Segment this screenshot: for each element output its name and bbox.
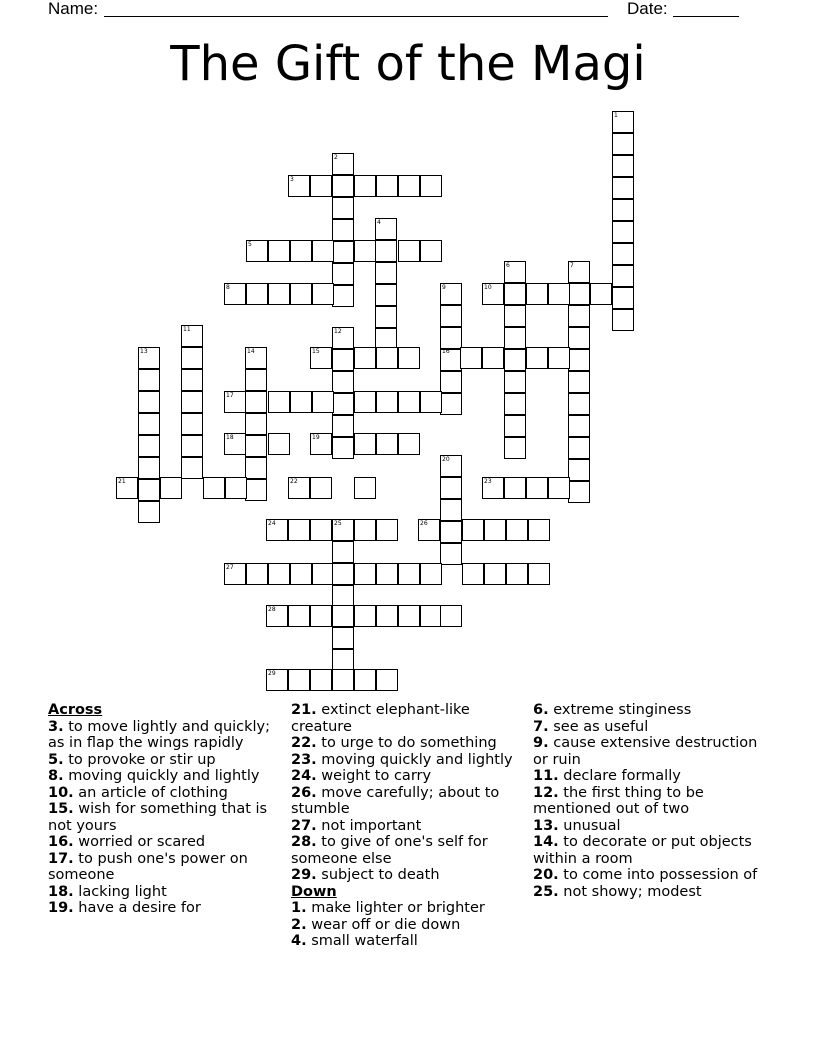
clue-number-label: 20. bbox=[533, 867, 559, 883]
crossword-cell[interactable] bbox=[332, 393, 354, 415]
clue bbox=[48, 768, 288, 785]
crossword-cell[interactable] bbox=[310, 669, 332, 691]
crossword-cell[interactable] bbox=[462, 563, 484, 585]
crossword-cell[interactable] bbox=[548, 283, 570, 305]
crossword-cell[interactable] bbox=[420, 240, 442, 262]
clue bbox=[291, 752, 531, 769]
crossword-cell[interactable] bbox=[375, 306, 397, 328]
crossword-cell[interactable] bbox=[181, 435, 203, 457]
clue-text: not showy; modest bbox=[558, 883, 702, 900]
crossword-cell[interactable] bbox=[612, 243, 634, 265]
crossword-cell[interactable] bbox=[288, 605, 310, 627]
clue-number-label: 16. bbox=[48, 834, 74, 850]
crossword-cell[interactable] bbox=[398, 391, 420, 413]
crossword-cell[interactable] bbox=[332, 627, 354, 649]
clue-number: 23 bbox=[484, 478, 492, 485]
crossword-cell[interactable] bbox=[181, 391, 203, 413]
clue-number-label: 29. bbox=[291, 867, 317, 883]
clue-number-label: 28. bbox=[291, 834, 317, 850]
crossword-cell[interactable] bbox=[290, 283, 312, 305]
crossword-cell[interactable] bbox=[354, 605, 376, 627]
clue bbox=[533, 719, 773, 736]
crossword-cell[interactable] bbox=[332, 415, 354, 437]
crossword-cell[interactable] bbox=[612, 199, 634, 221]
crossword-cell[interactable] bbox=[504, 305, 526, 327]
clue bbox=[48, 801, 288, 834]
clue-number-label: 4. bbox=[291, 933, 307, 949]
crossword-cell[interactable] bbox=[375, 284, 397, 306]
clue-number: 10 bbox=[484, 284, 492, 291]
crossword-cell[interactable] bbox=[310, 175, 332, 197]
crossword-cell[interactable] bbox=[376, 391, 398, 413]
crossword-cell[interactable] bbox=[440, 393, 462, 415]
crossword-cell[interactable] bbox=[246, 283, 268, 305]
clue-column-2 bbox=[291, 702, 531, 950]
crossword-cell[interactable] bbox=[246, 563, 268, 585]
clue-text: moving quickly and lightly bbox=[316, 751, 513, 768]
crossword-cell[interactable] bbox=[440, 543, 462, 565]
crossword-cell[interactable] bbox=[376, 563, 398, 585]
clue bbox=[291, 867, 531, 884]
clue bbox=[291, 768, 531, 785]
crossword-cell[interactable] bbox=[376, 605, 398, 627]
clue bbox=[48, 834, 288, 851]
clue-number: 8 bbox=[226, 284, 230, 291]
crossword-cell[interactable] bbox=[225, 477, 247, 499]
crossword-cell[interactable] bbox=[288, 669, 310, 691]
crossword-cell[interactable] bbox=[568, 415, 590, 437]
clue-number: 11 bbox=[183, 326, 191, 333]
across-heading: Across bbox=[48, 702, 103, 718]
clue bbox=[291, 900, 531, 917]
clue-text: unusual bbox=[558, 817, 621, 834]
crossword-cell[interactable] bbox=[398, 347, 420, 369]
crossword-cell[interactable] bbox=[312, 283, 334, 305]
clue-number: 21 bbox=[118, 478, 126, 485]
clue-number: 24 bbox=[268, 520, 276, 527]
clue-text: to urge to do something bbox=[316, 735, 497, 751]
crossword-cell[interactable] bbox=[312, 563, 334, 585]
clue-text: the first thing to be mentioned out of two bbox=[533, 784, 704, 817]
crossword-cell[interactable] bbox=[398, 240, 420, 262]
crossword-cell[interactable] bbox=[420, 563, 442, 585]
date-label: Date: bbox=[627, 0, 668, 18]
clue-number-label: 19. bbox=[48, 900, 74, 916]
crossword-cell[interactable] bbox=[332, 219, 354, 241]
crossword-cell[interactable] bbox=[460, 347, 482, 369]
clue bbox=[291, 933, 531, 950]
clue-number-label: 6. bbox=[533, 702, 549, 718]
crossword-cell[interactable] bbox=[440, 499, 462, 521]
crossword-cell[interactable] bbox=[376, 669, 398, 691]
crossword-cell[interactable] bbox=[203, 477, 225, 499]
clue bbox=[291, 702, 531, 735]
crossword-cell[interactable] bbox=[612, 287, 634, 309]
crossword-cell[interactable] bbox=[290, 563, 312, 585]
crossword-cell[interactable] bbox=[376, 519, 398, 541]
crossword-cell[interactable] bbox=[332, 437, 354, 459]
clue-number: 7 bbox=[570, 262, 574, 269]
clue-number: 27 bbox=[226, 564, 234, 571]
crossword-cell[interactable] bbox=[462, 519, 484, 541]
crossword-cell[interactable] bbox=[290, 391, 312, 413]
crossword-cell[interactable] bbox=[526, 347, 548, 369]
clue-number-label: 1. bbox=[291, 900, 307, 916]
clue-number: 3 bbox=[290, 176, 294, 183]
clue bbox=[533, 768, 773, 785]
crossword-cell[interactable] bbox=[354, 669, 376, 691]
clue-text: extinct elephant-like creature bbox=[291, 702, 470, 735]
clue-text: declare formally bbox=[558, 768, 681, 784]
clue-number-label: 25. bbox=[533, 883, 559, 900]
clue bbox=[291, 785, 531, 818]
clue-number: 9 bbox=[442, 284, 446, 291]
crossword-cell[interactable] bbox=[268, 563, 290, 585]
crossword-cell[interactable] bbox=[504, 393, 526, 415]
crossword-cell[interactable] bbox=[612, 177, 634, 199]
clue bbox=[533, 884, 773, 901]
clue-text: not important bbox=[316, 817, 422, 834]
clue-text: an article of clothing bbox=[73, 784, 228, 801]
clue-column-3 bbox=[533, 702, 773, 900]
crossword-cell[interactable] bbox=[354, 477, 376, 499]
clue-text: cause extensive destruction or ruin bbox=[533, 735, 758, 768]
crossword-cell[interactable] bbox=[398, 433, 420, 455]
crossword-cell[interactable] bbox=[245, 457, 267, 479]
crossword-cell[interactable] bbox=[245, 413, 267, 435]
clue-text: worried or scared bbox=[73, 834, 206, 850]
clue-number: 15 bbox=[312, 348, 320, 355]
crossword-cell[interactable] bbox=[332, 175, 354, 197]
clue-number: 14 bbox=[247, 348, 255, 355]
crossword-cell[interactable] bbox=[504, 349, 526, 371]
crossword-cell[interactable] bbox=[504, 415, 526, 437]
clue bbox=[291, 735, 531, 752]
crossword-cell[interactable] bbox=[354, 240, 376, 262]
clue-text: small waterfall bbox=[306, 933, 418, 949]
clue-number-label: 13. bbox=[533, 817, 559, 834]
crossword-cell[interactable] bbox=[354, 175, 376, 197]
clue-text: to decorate or put objects within a room bbox=[533, 834, 752, 867]
clue-number-label: 5. bbox=[48, 751, 64, 768]
crossword-cell[interactable] bbox=[138, 457, 160, 479]
clue-text: to move lightly and quickly; as in flap the wings rapidly bbox=[48, 718, 271, 751]
crossword-cell[interactable] bbox=[354, 433, 376, 455]
crossword-cell[interactable] bbox=[440, 327, 462, 349]
crossword-cell[interactable] bbox=[290, 240, 312, 262]
crossword-cell[interactable] bbox=[160, 477, 182, 499]
clue bbox=[48, 719, 288, 752]
clue-number-label: 15. bbox=[48, 801, 74, 817]
crossword-cell[interactable] bbox=[138, 413, 160, 435]
clue-number: 26 bbox=[420, 520, 428, 527]
crossword-cell[interactable] bbox=[506, 519, 528, 541]
crossword-cell[interactable] bbox=[504, 283, 526, 305]
clue-number-label: 3. bbox=[48, 718, 64, 735]
clue-number-label: 17. bbox=[48, 850, 74, 867]
crossword-cell[interactable] bbox=[548, 347, 570, 369]
crossword-cell[interactable] bbox=[440, 605, 462, 627]
crossword-cell[interactable] bbox=[568, 283, 590, 305]
crossword-cell[interactable] bbox=[332, 263, 354, 285]
crossword-cell[interactable] bbox=[332, 371, 354, 393]
crossword-cell[interactable] bbox=[375, 240, 397, 262]
crossword-cell[interactable] bbox=[376, 175, 398, 197]
clue-text: wear off or die down bbox=[306, 916, 461, 933]
clue-number: 22 bbox=[290, 478, 298, 485]
clue-number-label: 12. bbox=[533, 784, 559, 801]
crossword-cell[interactable] bbox=[375, 262, 397, 284]
crossword-cell[interactable] bbox=[440, 371, 462, 393]
crossword-cell[interactable] bbox=[484, 519, 506, 541]
crossword-cell[interactable] bbox=[245, 369, 267, 391]
clue-number: 12 bbox=[334, 328, 342, 335]
crossword-cell[interactable] bbox=[138, 369, 160, 391]
crossword-cell[interactable] bbox=[310, 519, 332, 541]
crossword-cell[interactable] bbox=[268, 391, 290, 413]
clue-number: 28 bbox=[268, 606, 276, 613]
crossword-cell[interactable] bbox=[376, 433, 398, 455]
crossword-cell[interactable] bbox=[354, 519, 376, 541]
crossword-cell[interactable] bbox=[268, 433, 290, 455]
clue-number: 1 bbox=[614, 112, 618, 119]
crossword-cell[interactable] bbox=[245, 479, 267, 501]
clue-number: 5 bbox=[248, 241, 252, 248]
clue bbox=[533, 735, 773, 768]
crossword-cell[interactable] bbox=[138, 479, 160, 501]
clue-text: to push one's power on someone bbox=[48, 850, 248, 883]
clue bbox=[48, 752, 288, 769]
crossword-cell[interactable] bbox=[398, 563, 420, 585]
crossword-cell[interactable] bbox=[310, 605, 332, 627]
crossword-cell[interactable] bbox=[268, 283, 290, 305]
crossword-cell[interactable] bbox=[332, 349, 354, 371]
crossword-cell[interactable] bbox=[612, 265, 634, 287]
clue-number-label: 10. bbox=[48, 784, 74, 801]
crossword-cell[interactable] bbox=[484, 563, 506, 585]
crossword-cell[interactable] bbox=[332, 197, 354, 219]
clue bbox=[291, 818, 531, 835]
clue-column-1 bbox=[48, 702, 288, 917]
clue bbox=[291, 917, 531, 934]
crossword-cell[interactable] bbox=[506, 563, 528, 585]
crossword-cell[interactable] bbox=[398, 605, 420, 627]
crossword-cell[interactable] bbox=[245, 391, 267, 413]
clue-text: to provoke or stir up bbox=[63, 751, 216, 768]
clue-text: extreme stinginess bbox=[548, 702, 692, 718]
crossword-cell[interactable] bbox=[310, 477, 332, 499]
crossword-cell[interactable] bbox=[526, 477, 548, 499]
crossword-cell[interactable] bbox=[568, 393, 590, 415]
crossword-cell[interactable] bbox=[332, 563, 354, 585]
crossword-cell[interactable] bbox=[568, 327, 590, 349]
crossword-cell[interactable] bbox=[420, 605, 442, 627]
crossword-cell[interactable] bbox=[568, 349, 590, 371]
crossword-cell[interactable] bbox=[181, 369, 203, 391]
clue bbox=[48, 884, 288, 901]
crossword-cell[interactable] bbox=[568, 371, 590, 393]
crossword-cell[interactable] bbox=[612, 133, 634, 155]
clue-number-label: 8. bbox=[48, 768, 64, 784]
crossword-cell[interactable] bbox=[504, 327, 526, 349]
clue-text: to come into possession of bbox=[558, 867, 758, 883]
clue-number-label: 26. bbox=[291, 784, 317, 801]
crossword-cell[interactable] bbox=[420, 391, 442, 413]
crossword-cell[interactable] bbox=[612, 221, 634, 243]
crossword-cell[interactable] bbox=[376, 347, 398, 369]
clue bbox=[533, 785, 773, 818]
clue-number-label: 7. bbox=[533, 718, 549, 735]
crossword-cell[interactable] bbox=[526, 283, 548, 305]
crossword-cell[interactable] bbox=[268, 240, 290, 262]
crossword-cell[interactable] bbox=[354, 563, 376, 585]
clue-number: 16 bbox=[442, 348, 450, 355]
clue-number: 2 bbox=[334, 154, 338, 161]
clue-number-label: 21. bbox=[291, 702, 317, 718]
clue bbox=[533, 834, 773, 867]
clue bbox=[533, 702, 773, 719]
crossword-cell[interactable] bbox=[440, 521, 462, 543]
crossword-cell[interactable] bbox=[288, 519, 310, 541]
crossword-cell[interactable] bbox=[138, 435, 160, 457]
crossword-cell[interactable] bbox=[332, 649, 354, 671]
clue-text: make lighter or brighter bbox=[306, 900, 485, 916]
crossword-cell[interactable] bbox=[354, 347, 376, 369]
crossword-cell[interactable] bbox=[138, 391, 160, 413]
crossword-cell[interactable] bbox=[548, 477, 570, 499]
clue-text: weight to carry bbox=[316, 768, 432, 784]
clue-number-label: 2. bbox=[291, 916, 307, 933]
crossword-cell[interactable] bbox=[440, 305, 462, 327]
crossword-cell[interactable] bbox=[504, 477, 526, 499]
clue-text: see as useful bbox=[548, 718, 649, 735]
crossword-cell[interactable] bbox=[482, 347, 504, 369]
crossword-cell[interactable] bbox=[568, 305, 590, 327]
crossword-cell[interactable] bbox=[568, 459, 590, 481]
crossword-cell[interactable] bbox=[181, 457, 203, 479]
clue-number-label: 11. bbox=[533, 768, 559, 784]
crossword-cell[interactable] bbox=[504, 437, 526, 459]
crossword-cell[interactable] bbox=[504, 371, 526, 393]
crossword-cell[interactable] bbox=[332, 605, 354, 627]
down-heading: Down bbox=[291, 883, 337, 900]
crossword-cell[interactable] bbox=[245, 435, 267, 457]
clue-number-label: 27. bbox=[291, 817, 317, 834]
clue-number: 17 bbox=[226, 392, 234, 399]
crossword-cell[interactable] bbox=[138, 501, 160, 523]
clue-number: 20 bbox=[442, 456, 450, 463]
clue bbox=[48, 900, 288, 917]
clue-number-label: 18. bbox=[48, 883, 74, 900]
crossword-cell[interactable] bbox=[354, 391, 376, 413]
crossword-cell[interactable] bbox=[332, 241, 354, 263]
clue-number-label: 24. bbox=[291, 768, 317, 784]
crossword-cell[interactable] bbox=[312, 240, 334, 262]
clue-number-label: 14. bbox=[533, 834, 559, 850]
clue bbox=[48, 851, 288, 884]
crossword-cell[interactable] bbox=[312, 391, 334, 413]
crossword-cell[interactable] bbox=[332, 541, 354, 563]
name-label: Name: bbox=[48, 0, 99, 18]
crossword-cell[interactable] bbox=[612, 309, 634, 331]
clue-text: moving quickly and lightly bbox=[63, 768, 260, 784]
crossword-cell[interactable] bbox=[398, 175, 420, 197]
clue-number: 29 bbox=[268, 670, 276, 677]
crossword-cell[interactable] bbox=[440, 477, 462, 499]
clue-text: to give of one's self for someone else bbox=[291, 834, 488, 867]
clue bbox=[533, 818, 773, 835]
crossword-cell[interactable] bbox=[528, 519, 550, 541]
crossword-cell[interactable] bbox=[528, 563, 550, 585]
clue-text: move carefully; about to stumble bbox=[291, 784, 500, 817]
crossword-cell[interactable] bbox=[420, 175, 442, 197]
clue-number: 18 bbox=[226, 434, 234, 441]
clue bbox=[291, 834, 531, 867]
crossword-cell[interactable] bbox=[181, 347, 203, 369]
clue bbox=[533, 867, 773, 884]
crossword-cell[interactable] bbox=[568, 481, 590, 503]
clue-number: 4 bbox=[377, 219, 381, 226]
clue-number: 25 bbox=[334, 520, 342, 527]
clue-number: 6 bbox=[506, 262, 510, 269]
clue-text: wish for something that is not yours bbox=[48, 801, 268, 834]
clue-number-label: 9. bbox=[533, 735, 549, 751]
crossword-cell[interactable] bbox=[590, 283, 612, 305]
clue-text: subject to death bbox=[316, 867, 440, 883]
clue-text: have a desire for bbox=[73, 900, 201, 916]
crossword-cell[interactable] bbox=[612, 155, 634, 177]
clue-number: 13 bbox=[140, 348, 148, 355]
crossword-cell[interactable] bbox=[332, 285, 354, 307]
crossword-cell[interactable] bbox=[332, 585, 354, 607]
clue-number: 19 bbox=[312, 434, 320, 441]
clue-number-label: 23. bbox=[291, 751, 317, 768]
crossword-cell[interactable] bbox=[332, 669, 354, 691]
crossword-cell[interactable] bbox=[181, 413, 203, 435]
clue-number-label: 22. bbox=[291, 735, 317, 751]
crossword-cell[interactable] bbox=[568, 437, 590, 459]
clue bbox=[48, 785, 288, 802]
clue-text: lacking light bbox=[73, 883, 167, 900]
page-title: The Gift of the Magi bbox=[170, 36, 646, 92]
